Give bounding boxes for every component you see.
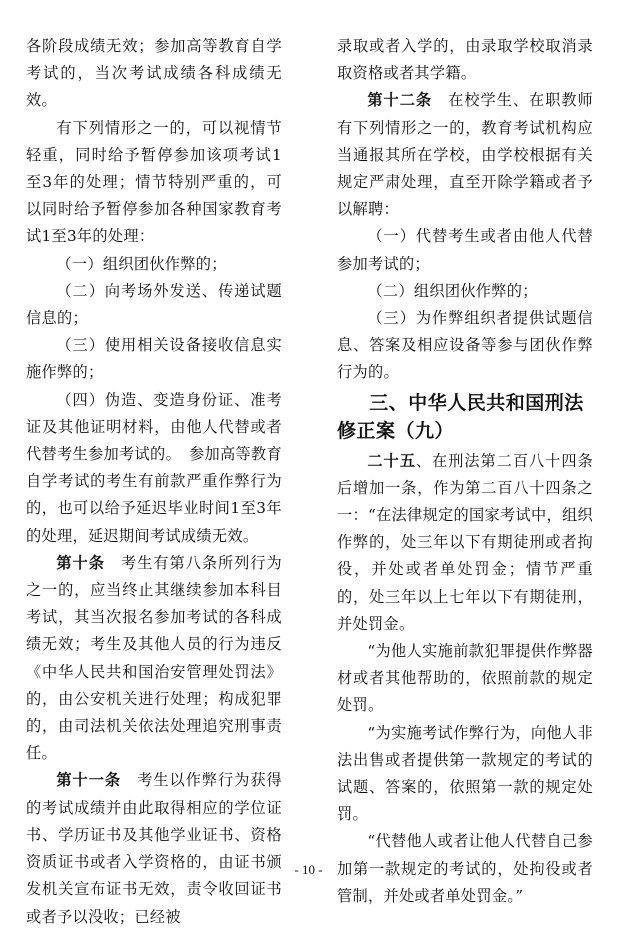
article-25	[337, 448, 593, 638]
article-25-label: 二十五	[367, 451, 416, 470]
article-10-label: 第十条	[56, 553, 105, 572]
list-item-3: （三）为作弊组织者提供试题信息、答案及相应设备等参与团伙作弊行为的。	[337, 309, 593, 382]
list-item-3: （三）使用相关设备接收信息实施作弊的；	[26, 336, 282, 382]
article-12	[337, 87, 593, 223]
list-item-2: （二）组织团伙作弊的；	[367, 281, 538, 300]
article-12-text: 在校学生、在职教师有下列情形之一的，教育考试机构应当通报其所在学校，由学校根据有关规定严肃处理，直至开除学籍或者予以解聘：	[337, 91, 594, 219]
quote-paragraph-4: “代替他人或者让他人代替自己参加第一款规定的考试的，处拘役或者管制，并处或者单处罚金。”	[337, 832, 593, 905]
list-item-4: （四）伪造、变造身份证、准考证及其他证明材料，由他人代替或者代替考生参加考试的。 参加高等教育自学考试的考生有前款严重作弊行为的，也可以给予延迟毕业时间1至3年的处理，延迟期间考试成绩无效。	[26, 390, 282, 545]
article-25-text: 、在刑法第二百八十四条后增加一条，作为第二百八十四条之一：“在法律规定的国家考试中，组织作弊的，处三年以下有期徒刑或者拘役，并处或者单处罚金；情节严重的，处三年以上七年以下有期徒刑，并处罚金。	[337, 451, 593, 633]
article-10	[26, 550, 282, 768]
list-item-2: （二）向考场外发送、传递试题信息的；	[26, 281, 282, 328]
article-12-label: 第十二条	[367, 91, 433, 110]
left-column	[26, 33, 282, 931]
paragraph-circumstances: 有下列情形之一的，可以视情节轻重，同时给予暂停参加该项考试1至3年的处理；情节特别严重的，可以同时给予暂停参加各种国家教育考试1至3年的处理：	[26, 118, 282, 246]
quote-paragraph-2: “为他人实施前款犯罪提供作弊器材或者其他帮助的，依照前款的规定处罚。	[337, 642, 593, 715]
paragraph-continuation: 录取或者入学的，由录取学校取消录取资格或者其学籍。	[337, 37, 593, 83]
article-11-label: 第十一条	[56, 771, 122, 790]
right-column	[337, 33, 593, 910]
section-heading: 三、中华人民共和国刑法修正案（九）	[337, 391, 584, 442]
article-11-text: 考生以作弊行为获得的考试成绩并由此取得相应的学位证书、学历证书及其他学业证书、资格资质证书或者入学资格的，由证书颁发机关宣布证书无效，责令收回证书或者予以没收；已经被	[26, 771, 283, 926]
quote-paragraph-3: “为实施考试作弊行为，向他人非法出售或者提供第一款规定的考试的试题、答案的，依照第一款的规定处罚。	[337, 723, 593, 824]
list-item-1: （一）组织团伙作弊的；	[56, 254, 227, 273]
paragraph-continuation: 各阶段成绩无效；参加高等教育自学考试的，当次考试成绩各科成绩无效。	[26, 37, 282, 110]
list-item-1: （一）代替考生或者由他人代替参加考试的；	[337, 227, 593, 273]
article-10-text: 考生有第八条所列行为之一的，应当终止其继续参加本科目考试，其当次报名参加考试的各科成绩无效；考生及其他人员的行为违反《中华人民共和国治安管理处罚法》的，由公安机关进行处理；构成犯罪的，由司法机关依法处理追究刑事责任。	[26, 553, 282, 763]
article-11	[26, 767, 282, 930]
page-number: - 10 -	[294, 862, 323, 877]
